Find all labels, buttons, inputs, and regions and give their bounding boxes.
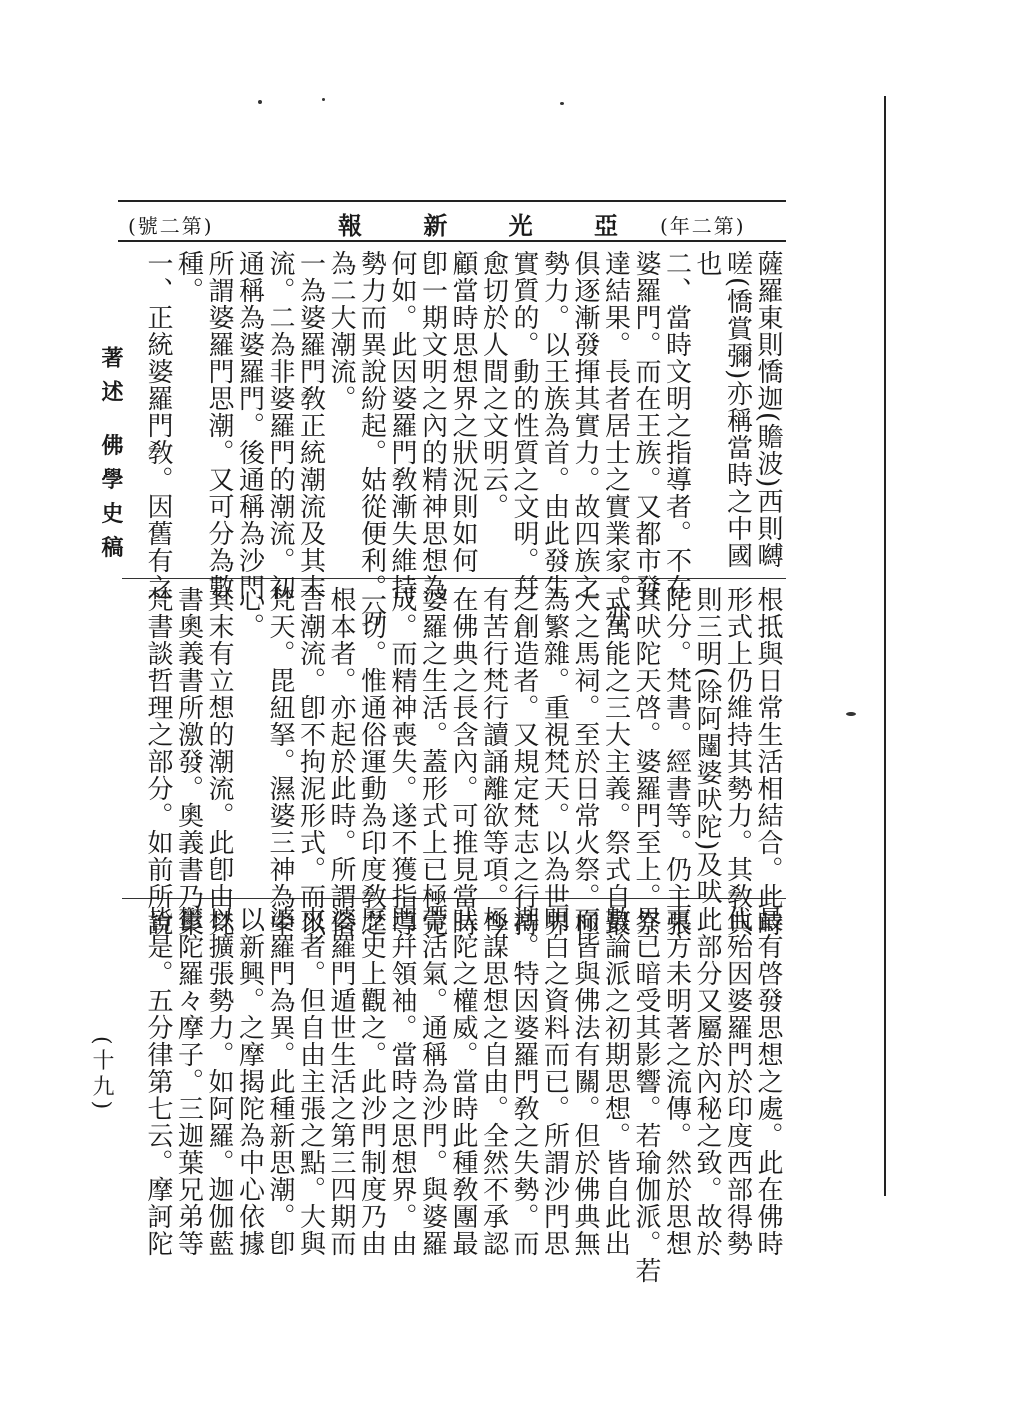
text-column: 其末有立想的潮流。此卽由梵 — [204, 586, 234, 937]
text-column: 梵書談哲理之部分。如前所說 — [143, 586, 173, 937]
text-column: 數論派之初期思想。皆自此出 — [600, 906, 631, 1257]
text-column: 陀分。梵書。經書等。仍主張 — [661, 586, 692, 937]
text-column: 卽一期文明之內的精神思想為 — [417, 250, 448, 601]
right-margin-rule — [884, 96, 886, 1196]
text-column: 吠陀之權威。當時此種敎團最 — [448, 906, 478, 1257]
text-column: 代殆因婆羅門於印度西部得勢 — [722, 906, 753, 1257]
text-column: 以新興。之摩揭陀為中心依據 — [234, 906, 265, 1257]
year-number: (年二第) — [660, 214, 746, 238]
text-column: 婆羅門為異。此種新思潮。卽 — [265, 906, 295, 1257]
text-column: 東方未明著之流傳。然於思想 — [661, 906, 692, 1257]
text-column: 帶活氣。通稱為沙門。與婆羅 — [417, 906, 448, 1257]
title-char: 亞 — [593, 211, 618, 240]
text-column: 一為婆羅門敎正統潮流及其末 — [295, 250, 326, 601]
title-char: 報 — [338, 211, 362, 240]
text-column: 門幷領袖。當時之思想界。由 — [387, 906, 417, 1257]
text-column: 來者。但自由主張之點。大與 — [295, 906, 326, 1257]
text-column: 成。而精神喪失。遂不獲指導 — [387, 586, 417, 937]
scan-speck — [322, 98, 325, 101]
text-column: 達結果。長者居士之實業家。亦 — [600, 250, 631, 628]
text-column: 心。 — [234, 586, 265, 640]
text-column: 在佛典之長含內。可推見當時 — [448, 586, 478, 937]
text-column: 之創造者。又規定梵志之行持 — [509, 586, 539, 937]
text-column: 所謂婆羅門思潮。又可分為數 — [204, 250, 234, 601]
text-column: 梵天。毘紐拏。濕婆三神為中 — [265, 586, 295, 937]
header-top-rule — [118, 200, 786, 202]
newspaper-title — [338, 206, 618, 241]
scan-speck — [560, 102, 564, 105]
text-column: 言潮流。卽不拘泥形式。而以 — [295, 586, 326, 937]
text-column: 最有啓發思想之處。此在佛時 — [753, 906, 783, 1257]
text-column: 書奧義書所激發。奧義書乃集 — [173, 586, 204, 937]
text-column: 通稱為婆羅門。後通稱為沙門 — [234, 250, 265, 601]
text-column: 俱逐漸發揮其實力。故四族之 — [570, 250, 600, 601]
text-column: 鬱陀羅々摩子。三迦葉兄弟等 — [173, 906, 204, 1257]
text-column: 極謀思想之自由。全然不承認 — [478, 906, 509, 1257]
text-column: 婆羅之生活。蓋形式上已極完 — [417, 586, 448, 937]
scan-speck — [258, 100, 262, 104]
text-column: 式萬能之三大主義。祭式自最 — [600, 586, 631, 937]
text-column: 婆羅門遁世生活之第三四期而 — [326, 906, 356, 1257]
title-char: 新 — [423, 211, 448, 240]
text-column: 為二大潮流。 — [326, 250, 356, 412]
text-column: 明白之資料而已。所謂沙門思 — [539, 906, 570, 1257]
text-column: 以擴張勢力。如阿羅。迦伽藍 — [204, 906, 234, 1257]
text-column: 愈切於人間之文明云。 — [478, 250, 509, 520]
text-column: 界已暗受其影響。若瑜伽派。若 — [631, 906, 661, 1284]
text-column: 婆羅門。而在王族。又都市發 — [631, 250, 661, 601]
text-column: 薩羅東則憍迦(贍波)西則嚩 — [753, 250, 783, 570]
text-column: 其吠陀天啓。婆羅門至上。祭 — [631, 586, 661, 937]
text-column: 大之馬祠。至於日常火祭。極 — [570, 586, 600, 937]
text-column: 為繁雜。重視梵天。以為世界 — [539, 586, 570, 937]
text-column: 皆是。五分律第七云。摩訶陀 — [143, 906, 173, 1257]
text-column: 流。二為非婆羅門的潮流。初 — [265, 250, 295, 601]
text-column: 嗟(憍賞彌)亦稱當時之中國 — [722, 250, 753, 570]
text-column: 潮。特因婆羅門敎之失勢。而 — [509, 906, 539, 1257]
text-column: 種。 — [173, 250, 204, 304]
text-column: 顧當時思想界之狀況則如何 — [448, 250, 478, 574]
text-column: 也 — [692, 250, 722, 277]
text-column: 而皆與佛法有關。但於佛典無 — [570, 906, 600, 1257]
text-column: 則三明(除阿闥婆吠陀)及吠 — [692, 586, 722, 906]
text-column: 形式上仍維持其勢力。其敎典 — [722, 586, 753, 937]
scan-speck — [846, 712, 856, 716]
text-column: 根本者。亦起於此時。所謂俗 — [326, 586, 356, 937]
side-title: 著述 佛學史稿 — [98, 346, 124, 570]
text-column: 實質的。動的性質之文明。幷 — [509, 250, 539, 601]
text-column: 一切。惟通俗運動為印度敎之 — [356, 586, 387, 937]
page-number: (十九) — [89, 1036, 114, 1114]
text-column: 有苦行梵行讀誦離欲等項。今 — [478, 586, 509, 937]
title-char: 光 — [508, 211, 533, 240]
header-bottom-rule — [118, 240, 786, 242]
text-column: 一、正統婆羅門敎。因舊有之 — [143, 250, 173, 601]
issue-number: (號二第) — [128, 214, 214, 238]
text-column: 歷史上觀之。此沙門制度乃由 — [356, 906, 387, 1257]
text-column: 此部分又屬於內秘之致。故於 — [692, 906, 722, 1257]
text-column: 何如。此因婆羅門敎漸失維持 — [387, 250, 417, 601]
text-column: 勢力而異說紛起。姑從便利。分 — [356, 250, 387, 628]
text-column: 二、當時文明之指導者。不在 — [661, 250, 692, 601]
text-column: 勢力。以王族為首。由此發生 — [539, 250, 570, 601]
text-column: 根抵與日常生活相結合。此時 — [753, 586, 783, 937]
